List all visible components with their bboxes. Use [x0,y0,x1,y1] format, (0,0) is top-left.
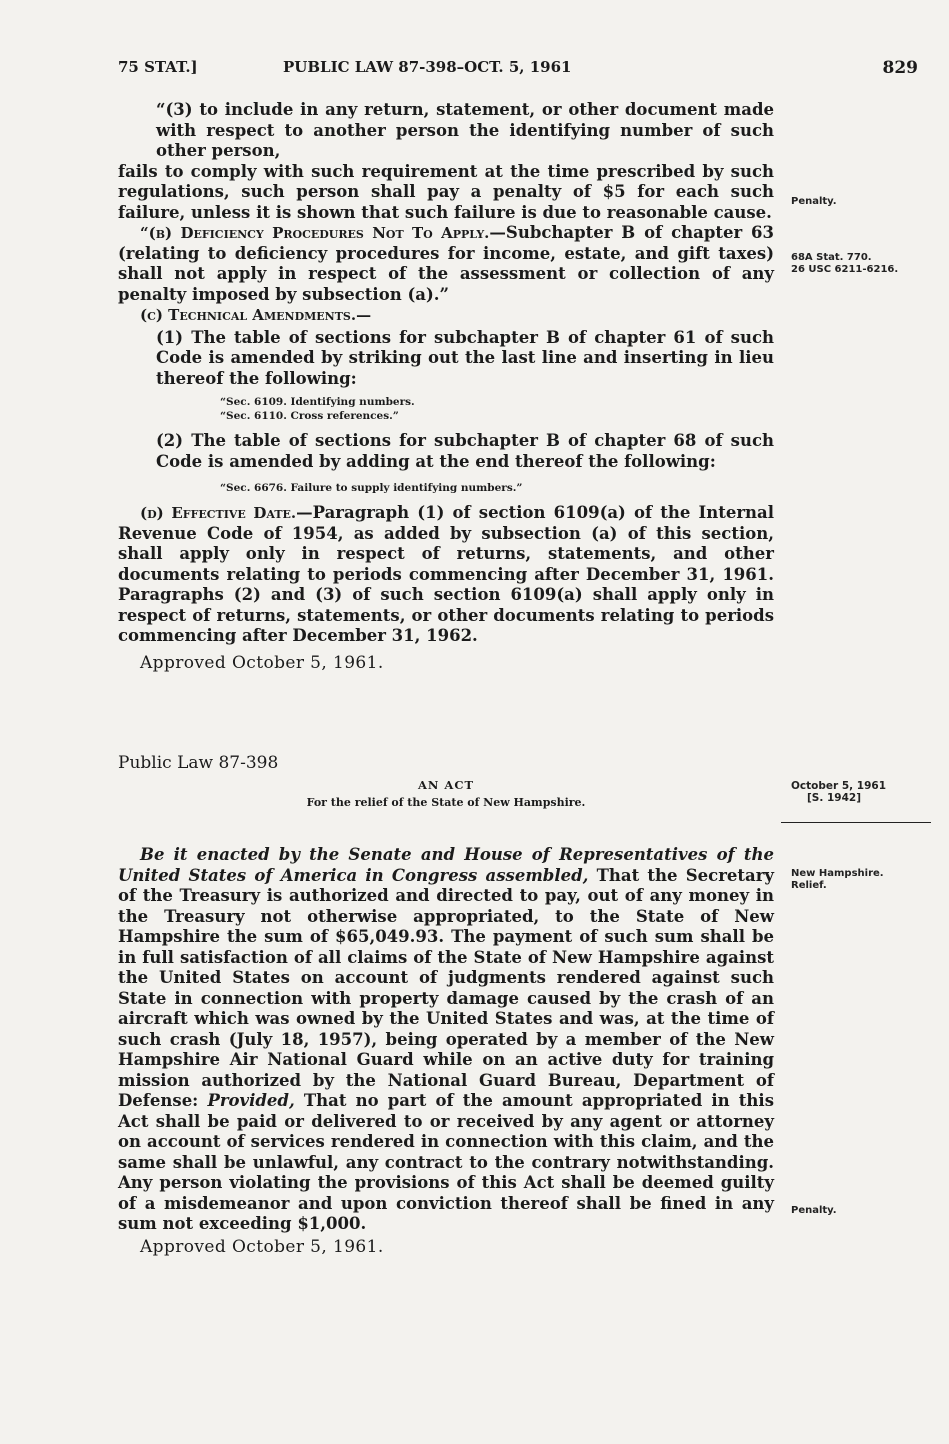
margin-rule [781,822,931,823]
margin-penalty-1: Penalty. [791,196,837,207]
margin-date: October 5, 1961 [791,780,887,792]
margin-penalty-2: Penalty. [791,1205,837,1216]
margin-nh: New Hampshire. [791,868,884,879]
relief-title: For the relief of the State of New Hampshire. [306,796,586,809]
subsection-b [118,223,774,305]
approved-date-2: Approved October 5, 1961. [140,1236,384,1257]
section-continuation [118,100,774,673]
law2-body [118,845,774,1257]
body-part-b: That no part of the amount appropriated in this Act shall be paid or delivered to or received by any agent or attorney on account of services rendered in connection with this claim, and the same shall be unlawful, any contract to the contrary notwithstanding. Any person violating the provisions of this Act shall be deemed guilty of a misdemeanor and upon conviction thereof shall be fined in any sum not exceeding $1,000. [118,1091,774,1233]
sec-6110-entry: “Sec. 6110. Cross references.” [220,410,399,422]
subsection-b-heading: “(b) Deficiency Procedures Not To Apply. [140,224,490,242]
margin-relief: Relief. [791,880,827,891]
subsection-d-heading: (d) Effective Date. [140,504,297,522]
page-header [118,58,918,84]
margin-bill: [S. 1942] [807,792,862,804]
penalty-paragraph: fails to comply with such requirement at the time prescribed by such regulations, such person shall pay a penalty of $5 for each such failure, unless it is shown that such failure is due to reasonable cause. [118,161,774,222]
body-part-a: That the Secretary of the Treasury is authorized and directed to pay, out of any money in the Treasury not otherwise appropriated, to the State of New Hampshire the sum of $65,049.93. The payment of such sum shall be in full satisfaction of all claims of the State of New Hampshire against the United States on account of judgments rendered against such State in connection with property damage caused by the crash of an aircraft which was owned by the United States and was, at the time of such crash (July 18, 1957), being operated by a member of the New Hampshire Air National Guard while on an active duty for training mission authorized by the National Guard Bureau, Department of Defense: [118,865,775,1110]
provided-word: Provided, [207,1091,295,1110]
page-number: 829 [882,58,918,78]
subsection-c-heading [118,305,774,326]
subsection-c-heading-text: (c) Technical Amendments.— [140,306,372,324]
paragraph-c1: (1) The table of sections for subchapter B of chapter 61 of such Code is amended by striking out the last line and inserting in lieu thereof the following: [156,327,774,388]
enacting-paragraph [118,845,774,1235]
subsection-b-text: —Subchapter B of chapter 63 (relating to deficiency procedures for income, estate, and gift taxes) shall not apply in respect of the assessment or collection of any penalty imposed by subsection (a).” [118,223,775,304]
margin-stat: 68A Stat. 770. [791,252,872,263]
approved-date-1: Approved October 5, 1961. [140,652,384,673]
enacting-clause: Be it enacted by the Senate and House of Representatives of the United States of America in Congress assembled, [118,845,774,885]
table-entries-61 [118,395,774,423]
header-title: PUBLIC LAW 87-398–OCT. 5, 1961 [283,58,572,76]
an-act-heading: AN ACT [417,778,475,792]
sec-6109-entry: “Sec. 6109. Identifying numbers. [220,396,415,408]
sec-6676-entry: “Sec. 6676. Failure to supply identifying numbers.” [220,482,523,494]
public-law-title: Public Law 87-398 [118,753,279,773]
margin-stat-citation [791,252,931,276]
header-volume: 75 STAT.] [118,58,198,76]
paragraph-3: “(3) to include in any return, statement, or other document made with respect to another person the identifying number of such other person, [156,100,774,160]
paragraph-c2: (2) The table of sections for subchapter B of chapter 68 of such Code is amended by adding at the end thereof the following: [156,431,774,471]
subsection-d-text: —Paragraph (1) of section 6109(a) of the Internal Revenue Code of 1954, as added by subsection (a) of this section, shall apply only in respect of returns, statements, and other documents relating to periods commencing after December 31, 1961. Paragraphs (2) and (3) of such section 6109(a) shall apply only in respect of returns, statements, or other documents relating to periods commencing after December 31, 1962. [118,503,774,645]
subsection-d [118,503,774,647]
margin-usc: 26 USC 6211-6216. [791,264,899,275]
margin-date-bill [791,780,931,804]
margin-nh-relief [791,868,931,892]
